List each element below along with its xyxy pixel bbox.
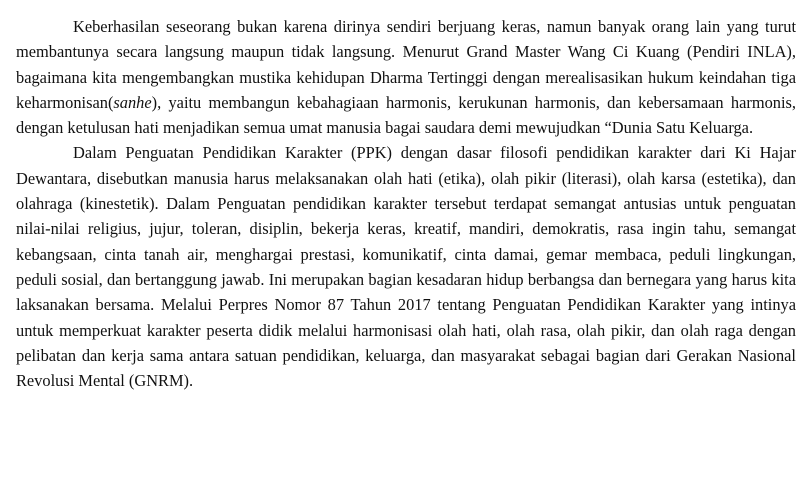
paragraph-1-italic-term: sanhe [113, 92, 152, 112]
paragraph-1-text-a: Keberhasilan seseorang bukan karena dirinya sendiri berjuang keras, namun banyak orang lain yang turut membantunya secara langsung maupun tidak langsung. Menurut Grand Master Wang Ci Kuang (Pendiri INLA), bagaimana kita mengembangkan mustika kehidupan Dharma Tertinggi dengan merealisasikan hukum keindahan tiga keharmonisan( [16, 17, 796, 112]
paragraph-1-text-b: ), yaitu membangun kebahagiaan harmonis, kerukunan harmonis, dan kebersamaan harmonis, dengan ketulusan hati menjadikan semua umat manusia bagai saudara demi mewujudkan “Dunia Satu Keluarga. [16, 92, 796, 138]
paragraph-1 [16, 14, 796, 140]
paragraph-2: Dalam Penguatan Pendidikan Karakter (PPK) dengan dasar filosofi pendidikan karakter dari Ki Hajar Dewantara, disebutkan manusia harus melaksanakan olah hati (etika), olah pikir (literasi), olah karsa (estetika), dan olahraga (kinestetik). Dalam Penguatan pendidikan karakter tersebut terdapat semangat antusias untuk penguatan nilai-nilai religius, jujur, toleran, disiplin, bekerja keras, kreatif, mandiri, demokratis, rasa ingin tahu, semangat kebangsaan, cinta tanah air, menghargai prestasi, komunikatif, cinta damai, gemar membaca, peduli lingkungan, peduli sosial, dan bertanggung jawab. Ini merupakan bagian kesadaran hidup berbangsa dan bernegara yang harus kita laksanakan bersama. Melalui Perpres Nomor 87 Tahun 2017 tentang Penguatan Pendidikan Karakter yang intinya untuk memperkuat karakter peserta didik melalui harmonisasi olah hati, olah rasa, olah pikir, dan olah raga dengan pelibatan dan kerja sama antara satuan pendidikan, keluarga, dan masyarakat sebagai bagian dari Gerakan Nasional Revolusi Mental (GNRM). [16, 143, 796, 391]
